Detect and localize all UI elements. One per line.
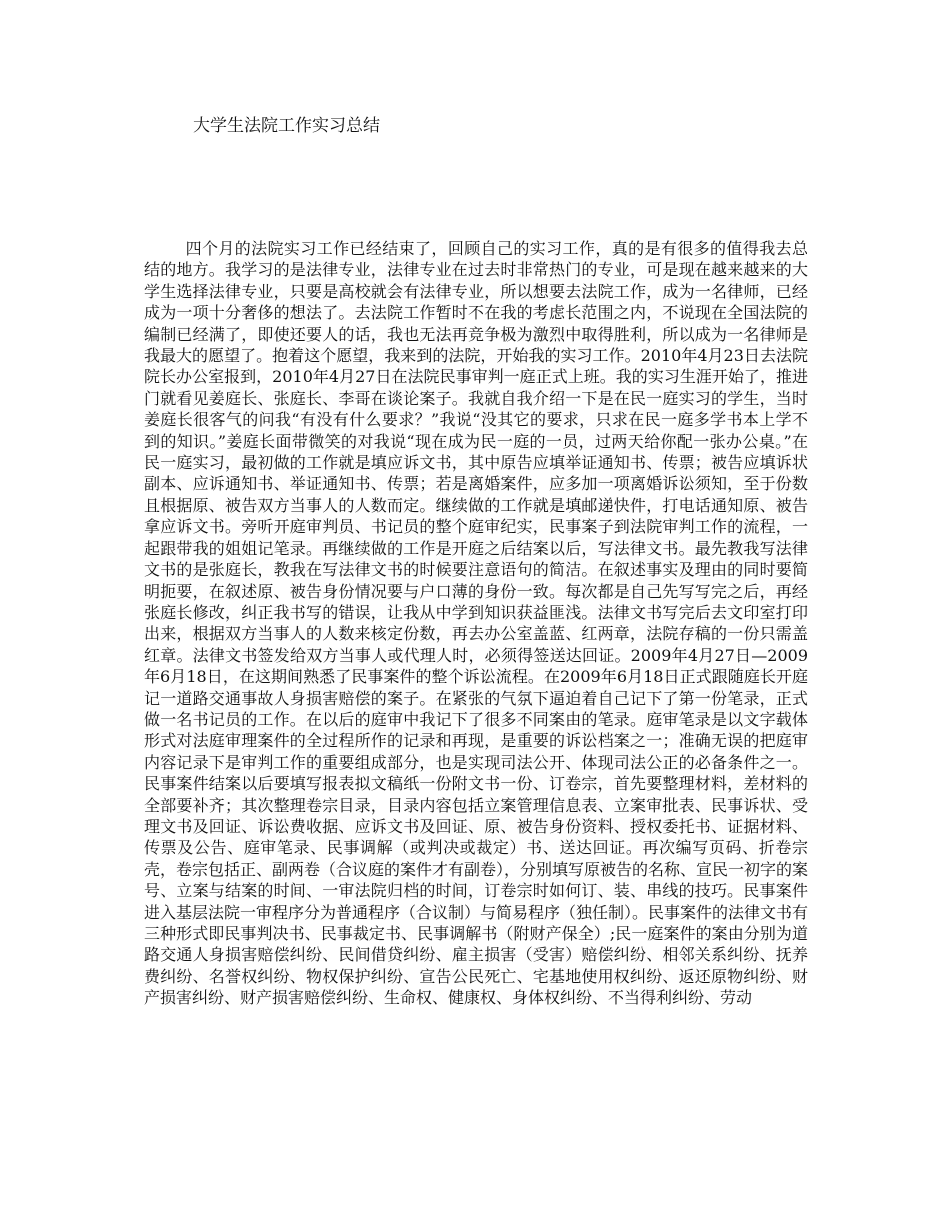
document-body-paragraph: 四个月的法院实习工作已经结束了，回顾自己的实习工作，真的是有很多的值得我去总结的地方。我学习的是法律专业，法律专业在过去时非常热门的专业，可是现在越来越来的大学生选择法律专业，只要是高校就会有法律专业，所以想要去法院工作，成为一名律师，已经成为一项十分奢侈的想法了。去法院工作暂时不在我的考虑长范围之内，不说现在全国法院的编制已经满了，即使还要人的话，我也无法再竞争极为激烈中取得胜利，所以成为一名律师是我最大的愿望了。抱着这个愿望，我来到的法院，开始我的实习工作。2010年4月23日去法院院长办公室报到，2010年4月27日在法院民事审判一庭正式上班。我的实习生涯开始了，推进门就看见姜庭长、张庭长、李哥在谈论案子。我就自我介绍一下是在民一庭实习的学生，当时姜庭长很客气的问我“有没有什么要求？”我说“没其它的要求，只求在民一庭多学书本上学不到的知识。”姜庭长面带微笑的对我说“现在成为民一庭的一员，过两天给你配一张办公桌。”在民一庭实习，最初做的工作就是填应诉文书，其中原告应填举证通知书、传票；被告应填诉状副本、应诉通知书、举证通知书、传票；若是离婚案件，应多加一项离婚诉讼须知，至于份数且根据原、被告双方当事人的人数而定。继续做的工作就是填邮递快件，打电话通知原、被告拿应诉文书。旁听开庭审判员、书记员的整个庭审纪实，民事案子到法院审判工作的流程，一起跟带我的姐姐记笔录。再继续做的工作是开庭之后结案以后，写法律文书。最先教我写法律文书的是张庭长，教我在写法律文书的时候要注意语句的简洁。在叙述事实及理由的同时要简明扼要，在叙述原、被告身份情况要与户口薄的身份一致。每次都是自己先写写完之后，再经张庭长修改，纠正我书写的错误，让我从中学到知识获益匪浅。法律文书写完后去文印室打印出来，根据双方当事人的人数来核定份数，再去办公室盖蓝、红两章，法院存稿的一份只需盖红章。法律文书签发给双方当事人或代理人时，必须得签送达回证。2009年4月27日—2009年6月18日，在这期间熟悉了民事案件的整个诉讼流程。在2009年6月18日正式跟随庭长开庭记一道路交通事故人身损害赔偿的案子。在紧张的气氛下逼迫着自己记下了第一份笔录，正式做一名书记员的工作。在以后的庭审中我记下了很多不同案由的笔录。庭审笔录是以文字载体形式对法庭审理案件的全过程所作的记录和再现，是重要的诉讼档案之一；准确无误的把庭审内容记录下是审判工作的重要组成部分，也是实现司法公开、体现司法公正的必备条件之一。民事案件结案以后要填写报表拟文稿纸一份附文书一份、订卷宗，首先要整理材料，差材料的全部要补齐；其次整理卷宗目录，目录内容包括立案管理信息表、立案审批表、民事诉状、受理文书及回证、诉讼费收据、应诉文书及回证、原、被告身份资料、授权委托书、证据材料、传票及公告、庭审笔录、民事调解（或判决或裁定）书、送达回证。再次编写页码、折卷宗壳，卷宗包括正、副两卷（合议庭的案件才有副卷），分别填写原被告的名称、宣民一初字的案号、立案与结案的时间、一审法院归档的时间，订卷宗时如何订、装、串线的技巧。民事案件进入基层法院一审程序分为普通程序（合议制）与简易程序（独任制）。民事案件的法律文书有三种形式即民事判决书、民事裁定书、民事调解书（附财产保全）;民一庭案件的案由分别为道路交通人身损害赔偿纠纷、民间借贷纠纷、雇主损害（受害）赔偿纠纷、相邻关系纠纷、抚养费纠纷、名誉权纠纷、物权保护纠纷、宣告公民死亡、宅基地使用权纠纷、返还原物纠纷、财产损害纠纷、财产损害赔偿纠纷、生命权、健康权、身体权纠纷、不当得利纠纷、劳动 <box>144 239 808 1008</box>
document-title: 大学生法院工作实习总结 <box>193 116 380 136</box>
